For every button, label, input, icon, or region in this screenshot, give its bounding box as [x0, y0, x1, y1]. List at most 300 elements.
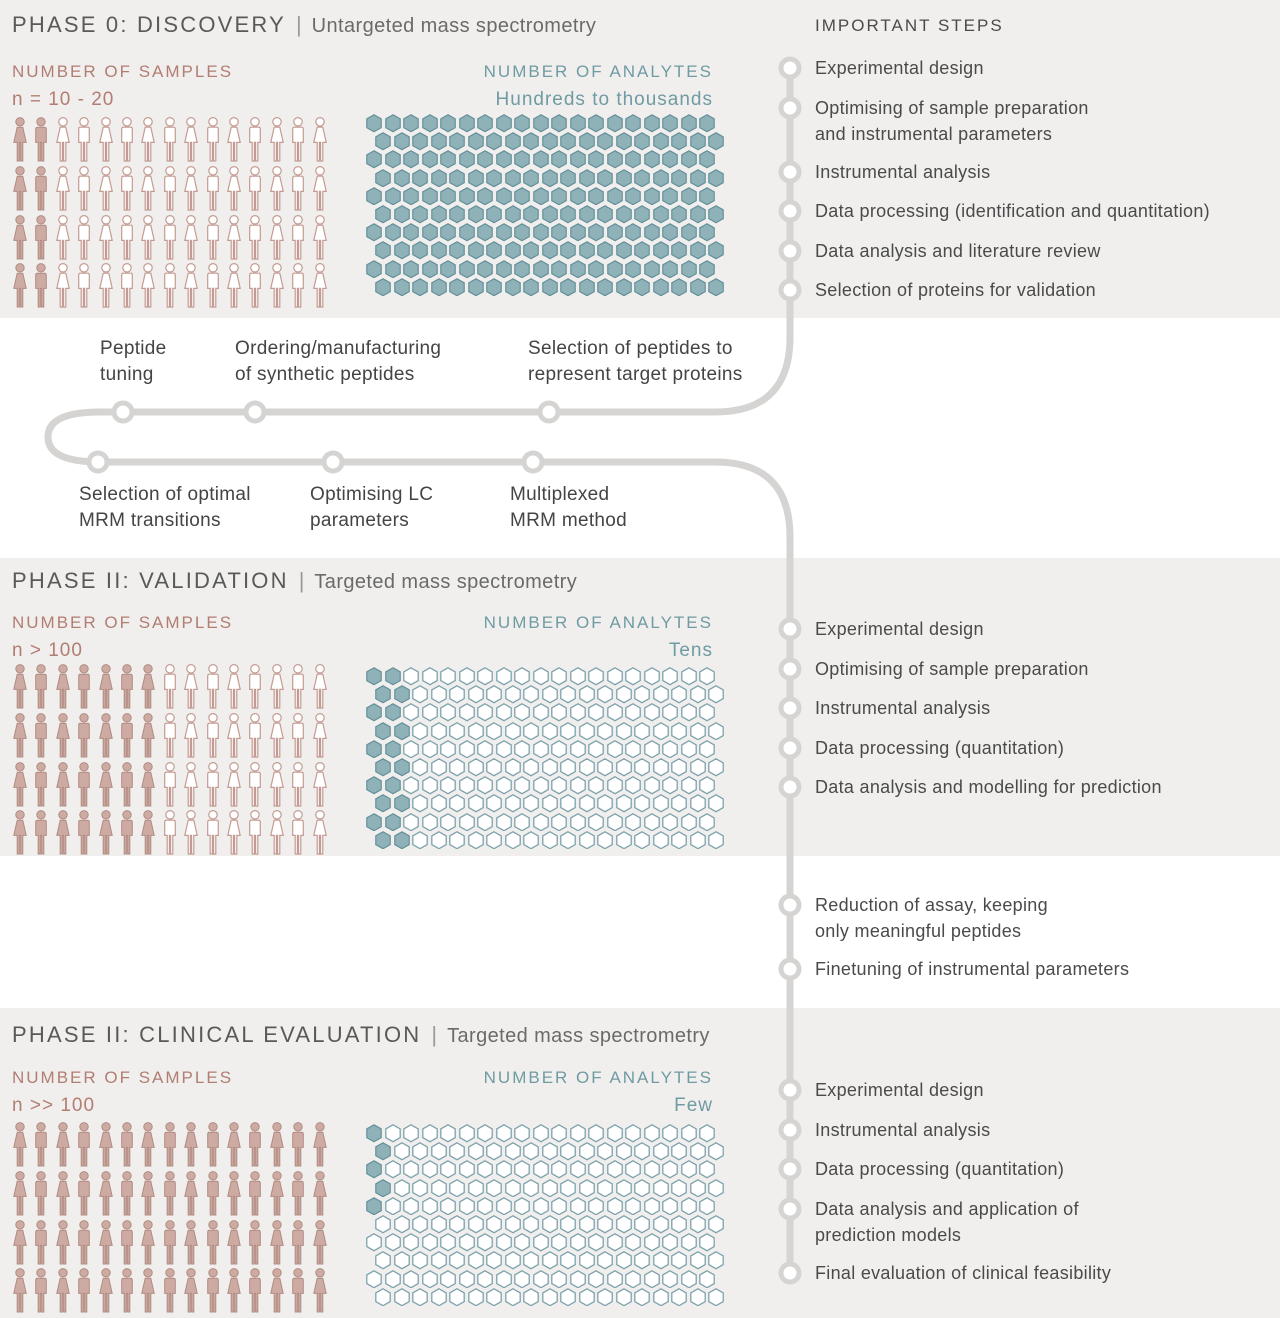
hexagon-icon [496, 150, 512, 169]
hexagon-icon [570, 187, 586, 206]
hexagon-icon [616, 685, 632, 704]
hexagon-icon [681, 1270, 697, 1289]
hexagon-icon [496, 1160, 512, 1179]
hexagon-icon [607, 260, 623, 279]
person-icon [74, 166, 94, 212]
person-icon [96, 1220, 116, 1266]
hexagon-icon [671, 685, 687, 704]
hexagon-icon [653, 1179, 669, 1198]
step-node [779, 1079, 802, 1102]
hexagon-icon [514, 1270, 530, 1289]
hexagon-icon [690, 758, 706, 777]
hexagon-icon [459, 703, 475, 722]
hexagon-icon [551, 1233, 567, 1252]
hexagon-icon [560, 831, 576, 850]
person-icon [31, 1171, 51, 1217]
person-icon [53, 810, 73, 856]
hexagon-icon [681, 150, 697, 169]
hexagon-icon [551, 813, 567, 832]
hexagon-icon [634, 1251, 650, 1270]
hexagon-icon [394, 278, 410, 297]
hexagon-icon [412, 1179, 428, 1198]
hexagon-icon [385, 813, 401, 832]
hexagon-icon [671, 831, 687, 850]
loop-node-ordering [244, 401, 267, 424]
person-icon [310, 117, 330, 163]
hexagon-icon [681, 114, 697, 133]
hexagon-icon [588, 703, 604, 722]
hexagon-icon [699, 667, 715, 686]
step-label: Reduction of assay, keeping only meaningful peptides [815, 895, 1048, 941]
person-icon [31, 166, 51, 212]
person-icon [181, 810, 201, 856]
hexagon-icon [366, 1197, 382, 1216]
person-icon [31, 664, 51, 710]
hexagon-icon [385, 223, 401, 242]
hexagon-icon [560, 132, 576, 151]
hexagon-icon [607, 1160, 623, 1179]
hexagon-icon [671, 1215, 687, 1234]
hexagon-icon [542, 241, 558, 260]
step-label: Experimental design [815, 1080, 984, 1100]
person-icon [10, 117, 30, 163]
hexagon-icon [616, 794, 632, 813]
person-icon [138, 215, 158, 261]
person-icon [117, 215, 137, 261]
hexagon-icon [708, 758, 724, 777]
hexagon-icon [375, 241, 391, 260]
hexagon-icon [449, 1142, 465, 1161]
hexagon-icon [375, 278, 391, 297]
hexagon-icon [477, 1124, 493, 1143]
hexagon-icon [385, 1270, 401, 1289]
hexagon-icon [412, 132, 428, 151]
person-icon [245, 1220, 265, 1266]
person-icon [245, 1268, 265, 1314]
person-icon [224, 1220, 244, 1266]
hexagon-icon [422, 1270, 438, 1289]
hexagon-icon [579, 685, 595, 704]
hexagon-icon [607, 187, 623, 206]
hexagon-icon [468, 1179, 484, 1198]
hexagon-icon [570, 150, 586, 169]
hexagon-icon [533, 150, 549, 169]
hexagon-icon [597, 169, 613, 188]
hexagon-icon [394, 722, 410, 741]
person-icon [138, 713, 158, 759]
person-icon [224, 166, 244, 212]
hexagon-icon [412, 831, 428, 850]
hexagon-icon [459, 1270, 475, 1289]
hexagon-icon [560, 241, 576, 260]
hexagon-icon [671, 722, 687, 741]
hexagon-icon [486, 1179, 502, 1198]
person-icon [117, 1171, 137, 1217]
hexagon-icon [385, 776, 401, 795]
hexagon-icon [634, 685, 650, 704]
hexagon-icon [671, 169, 687, 188]
hexagon-icon [366, 260, 382, 279]
hexagon-icon [690, 1215, 706, 1234]
hexagon-icon [560, 169, 576, 188]
hexagon-icon [533, 740, 549, 759]
hexagon-icon [616, 1142, 632, 1161]
hexagon-icon [422, 223, 438, 242]
hexagon-icon [514, 260, 530, 279]
hexagon-icon [607, 1233, 623, 1252]
step-node [779, 958, 802, 981]
person-icon [138, 762, 158, 808]
hexagon-icon [542, 278, 558, 297]
hexagon-icon [403, 260, 419, 279]
hexagon-icon [496, 1124, 512, 1143]
person-icon [74, 1171, 94, 1217]
hexagon-icon [579, 132, 595, 151]
hexagon-icon [597, 831, 613, 850]
hexagon-icon [579, 1215, 595, 1234]
hexagon-icon [375, 722, 391, 741]
hexagon-icon [690, 1288, 706, 1307]
person-icon [10, 1268, 30, 1314]
hexagon-icon [449, 132, 465, 151]
hexagon-icon [449, 685, 465, 704]
hexagon-icon [588, 260, 604, 279]
hexagon-icon [560, 685, 576, 704]
hexagon-icon [708, 1251, 724, 1270]
person-icon [160, 166, 180, 212]
hexagon-icon [477, 1197, 493, 1216]
hexagon-icon [607, 1124, 623, 1143]
hexagon-icon [468, 241, 484, 260]
hexagon-icon [625, 223, 641, 242]
hexagon-icon [533, 114, 549, 133]
person-icon [267, 1171, 287, 1217]
hexagon-icon [653, 169, 669, 188]
hexagon-icon [412, 685, 428, 704]
hexagon-icon [542, 758, 558, 777]
hexagon-icon [597, 1251, 613, 1270]
hexagon-icon [486, 132, 502, 151]
hexagon-icon [634, 1179, 650, 1198]
person-icon [224, 1171, 244, 1217]
hexagon-icon [551, 187, 567, 206]
hexagon-icon [431, 1251, 447, 1270]
samples-label: NUMBER OF SAMPLES [12, 62, 234, 81]
hexagon-icon [699, 1197, 715, 1216]
hexagon-icon [708, 1215, 724, 1234]
hexagon-icon [708, 169, 724, 188]
hexagon-icon [431, 1179, 447, 1198]
phase0-subtitle: Untargeted mass spectrometry [311, 15, 597, 37]
hexagon-icon [662, 667, 678, 686]
hexagon-icon [459, 187, 475, 206]
person-icon [138, 664, 158, 710]
person-icon [203, 762, 223, 808]
hexagon-icon [486, 169, 502, 188]
person-icon [245, 664, 265, 710]
hexagon-icon [662, 1124, 678, 1143]
hexagon-icon [542, 722, 558, 741]
validation-analytes-block [484, 613, 713, 662]
hexagon-icon [653, 205, 669, 224]
person-icon [203, 713, 223, 759]
hexagon-icon [440, 187, 456, 206]
hexagon-icon [671, 1179, 687, 1198]
analytes-label: NUMBER OF ANALYTES [483, 62, 713, 81]
hexagon-icon [523, 241, 539, 260]
hexagon-icon [644, 1160, 660, 1179]
hexagon-icon [375, 1251, 391, 1270]
step-label: Experimental design [815, 58, 984, 78]
hexagon-icon [523, 794, 539, 813]
person-icon [160, 810, 180, 856]
hexagon-icon [505, 241, 521, 260]
hexagon-icon [366, 1124, 382, 1143]
hexagon-icon [570, 1197, 586, 1216]
hexagon-icon [523, 1142, 539, 1161]
person-icon [203, 1220, 223, 1266]
person-icon [267, 664, 287, 710]
hexagon-icon [588, 1124, 604, 1143]
step-node [779, 160, 802, 183]
person-icon [267, 713, 287, 759]
hexagon-icon [496, 260, 512, 279]
hexagon-icon [459, 776, 475, 795]
hexagon-icon [385, 1233, 401, 1252]
person-icon [245, 117, 265, 163]
hexagon-icon [440, 703, 456, 722]
hexagon-icon [653, 685, 669, 704]
person-icon [203, 117, 223, 163]
hexagon-icon [662, 776, 678, 795]
label-line: tuning [100, 364, 154, 385]
hexagon-icon [412, 241, 428, 260]
hexagon-icon [477, 1270, 493, 1289]
hexagon-icon [375, 1142, 391, 1161]
person-icon [310, 1171, 330, 1217]
hexagon-icon [690, 241, 706, 260]
hexagon-icon [440, 1160, 456, 1179]
hexagon-icon [403, 1270, 419, 1289]
person-icon [288, 1268, 308, 1314]
hexagon-icon [505, 1142, 521, 1161]
person-icon [117, 1268, 137, 1314]
hexagon-icon [505, 722, 521, 741]
hexagon-icon [588, 667, 604, 686]
step-label: Optimising of sample preparation and instrumental parameters [815, 97, 1089, 144]
person-icon [310, 263, 330, 309]
step-label: Instrumental analysis [815, 1119, 991, 1140]
step-node [779, 894, 802, 917]
hexagon-icon [449, 758, 465, 777]
hexagon-icon [505, 278, 521, 297]
hexagon-icon [653, 831, 669, 850]
step-node [779, 96, 802, 119]
person-icon [288, 762, 308, 808]
person-icon [310, 1268, 330, 1314]
samples-value: n > 100 [12, 640, 83, 661]
hexagon-icon [551, 114, 567, 133]
hexagon-icon [385, 150, 401, 169]
person-icon [288, 713, 308, 759]
person-icon [267, 1122, 287, 1168]
hexagon-icon [653, 278, 669, 297]
analytes-value: Hundreds to thousands [495, 89, 713, 110]
hexagon-icon [542, 1288, 558, 1307]
hexagon-icon [681, 1160, 697, 1179]
hexagon-icon [523, 1288, 539, 1307]
hexagon-icon [588, 776, 604, 795]
hexagon-icon [422, 1160, 438, 1179]
hexagon-icon [366, 114, 382, 133]
step-label: Data analysis and literature review [815, 240, 1101, 261]
person-icon [288, 215, 308, 261]
person-icon [267, 810, 287, 856]
hexagon-icon [597, 132, 613, 151]
hexagon-icon [607, 223, 623, 242]
hexagon-icon [440, 667, 456, 686]
hexagon-icon [662, 813, 678, 832]
hexagon-icon [579, 1251, 595, 1270]
person-icon [10, 166, 30, 212]
person-icon [245, 215, 265, 261]
hexagon-icon [366, 187, 382, 206]
hexagon-icon [671, 1142, 687, 1161]
hexagon-icon [431, 205, 447, 224]
hexagon-icon [533, 813, 549, 832]
hexagon-icon [366, 1233, 382, 1252]
hexagon-icon [375, 758, 391, 777]
person-icon [96, 762, 116, 808]
hexagon-icon [514, 813, 530, 832]
person-icon [203, 166, 223, 212]
hexagon-icon [375, 831, 391, 850]
hexagon-icon [505, 1215, 521, 1234]
hexagon-icon [385, 703, 401, 722]
step-label: Data processing (identification and quantitation) [815, 201, 1210, 221]
person-icon [267, 1220, 287, 1266]
hexagon-icon [597, 1142, 613, 1161]
person-icon [74, 810, 94, 856]
hexagon-icon [394, 1179, 410, 1198]
validation-header [12, 568, 577, 594]
hexagon-icon [468, 831, 484, 850]
person-icon [138, 810, 158, 856]
hexagon-icon [468, 1215, 484, 1234]
hexagon-icon [394, 758, 410, 777]
hexagon-icon [533, 1160, 549, 1179]
hexagon-icon [625, 776, 641, 795]
hexagon-icon [560, 794, 576, 813]
hexagon-icon [477, 667, 493, 686]
hexagon-icon [385, 1124, 401, 1143]
hexagon-icon [597, 1179, 613, 1198]
analytes-value: Few [674, 1095, 713, 1116]
hexagon-icon [616, 722, 632, 741]
hexagon-icon [431, 1288, 447, 1307]
step-node [779, 736, 802, 759]
hexagon-icon [579, 205, 595, 224]
step-node [779, 239, 802, 262]
person-icon [203, 1122, 223, 1168]
label-line: parameters [310, 510, 410, 531]
separator: | [295, 12, 302, 37]
person-icon [160, 117, 180, 163]
person-icon [31, 762, 51, 808]
hexagon-icon [505, 831, 521, 850]
hexagon-icon [366, 223, 382, 242]
hexagon-icon [514, 1197, 530, 1216]
hexagon-icon [366, 1270, 382, 1289]
hexagon-icon [708, 241, 724, 260]
hexagon-icon [699, 260, 715, 279]
hexagon-icon [588, 223, 604, 242]
hexagon-icon [459, 740, 475, 759]
hexagon-icon [422, 667, 438, 686]
hexagon-icon [533, 1270, 549, 1289]
hexagon-icon [607, 776, 623, 795]
person-icon [117, 166, 137, 212]
person-icon [160, 1268, 180, 1314]
person-icon [138, 1268, 158, 1314]
person-icon [74, 762, 94, 808]
separator: | [431, 1022, 438, 1047]
hexagon-icon [579, 1179, 595, 1198]
hexagon-icon [644, 150, 660, 169]
person-icon [10, 664, 30, 710]
hexagon-icon [708, 794, 724, 813]
hexagon-icon [607, 1270, 623, 1289]
hexagon-icon [579, 831, 595, 850]
hexagon-icon [588, 150, 604, 169]
person-icon [53, 1171, 73, 1217]
loop-label-ordering [235, 336, 441, 388]
hexagon-icon [662, 703, 678, 722]
label-line: Ordering/manufacturing [235, 338, 442, 359]
person-icon [181, 1122, 201, 1168]
person-icon [224, 1122, 244, 1168]
hexagon-icon [634, 794, 650, 813]
hexagon-icon [607, 740, 623, 759]
person-icon [224, 1268, 244, 1314]
person-icon [10, 1171, 30, 1217]
person-icon [181, 762, 201, 808]
hexagon-icon [634, 278, 650, 297]
hexagon-icon [440, 260, 456, 279]
person-icon [160, 1122, 180, 1168]
hexagon-icon [708, 685, 724, 704]
hexagon-icon [551, 667, 567, 686]
hexagon-icon [505, 132, 521, 151]
hexagon-icon [477, 776, 493, 795]
hexagon-icon [440, 776, 456, 795]
hexagon-icon [514, 150, 530, 169]
hexagon-icon [523, 169, 539, 188]
hexagon-icon [671, 241, 687, 260]
hexagon-icon [412, 169, 428, 188]
person-icon [96, 1122, 116, 1168]
person-icon [288, 166, 308, 212]
person-icon [10, 762, 30, 808]
hexagon-icon [579, 278, 595, 297]
person-icon [245, 1122, 265, 1168]
person-icon [31, 1122, 51, 1168]
hexagon-icon [514, 114, 530, 133]
hexagon-icon [477, 150, 493, 169]
validation-samples-block [12, 613, 233, 662]
hexagon-icon [468, 1142, 484, 1161]
hexagon-icon [644, 813, 660, 832]
